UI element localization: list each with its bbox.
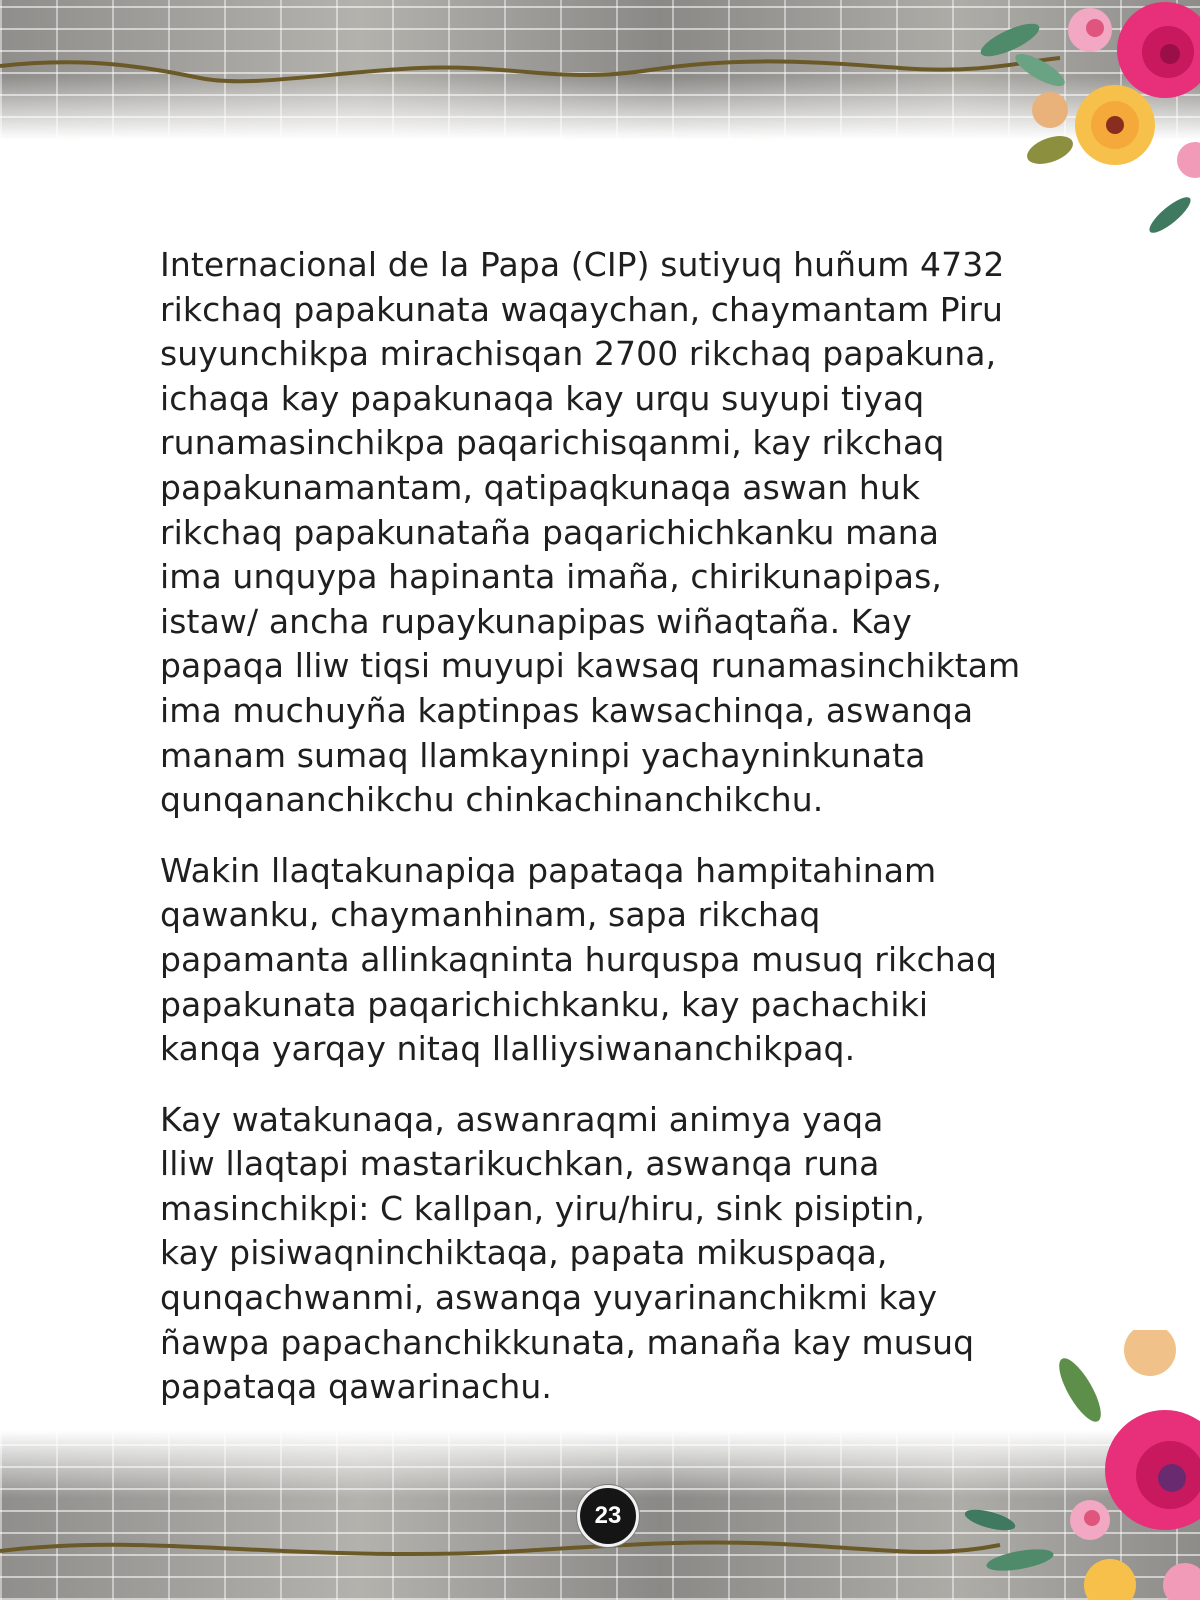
paragraph-3: Kay watakunaqa, aswanraqmi animya yaqa lliw llaqtapi mastarikuchkan, aswanqa runa masinchikpi: C kallpan, yiru/hiru, sink pisiptin, kay pisiwaqninchiktaqa, papata mikuspaqa, qunqachwanmi, aswanqa yuyarinanchikmi kay ñawpa papachanchikkunata, manaña kay musuq papataqa qawarinachu. bbox=[160, 1099, 975, 1407]
page-number-badge: 23 bbox=[577, 1485, 639, 1547]
body-text bbox=[160, 243, 1060, 1436]
flower-decoration-icon bbox=[970, 0, 1200, 240]
flower-decoration-bottom-icon bbox=[960, 1330, 1200, 1600]
paragraph-1: Internacional de la Papa (CIP) sutiyuq huñum 4732 rikchaq papakunata waqaychan, chaymantam Piru suyunchikpa mirachisqan 2700 rikchaq papakuna, ichaqa kay papakunaqa kay urqu suyupi tiyaq runamasinchikpa paqarichisqanmi, kay rikchaq papakunamantam, qatipaqkunaqa aswan huk rikchaq papakunataña paqarichichkanku mana ima unquypa hapinanta imaña, chirikunapipas, istaw/ ancha rupaykunapipas wiñaqtaña. Kay papaqa lliw tiqsi muyupi kawsaq runamasinchiktam ima muchuyña kaptinpas kawsachinqa, aswanqa manam sumaq llamkayninpi yachayninkunata qunqananchikchu chinkachinanchikchu. bbox=[160, 245, 1021, 820]
paragraph-2: Wakin llaqtakunapiqa papataqa hampitahinam qawanku, chaymanhinam, sapa rikchaq papamanta allinkaqninta hurquspa musuq rikchaq papakunata paqarichichkanku, kay pachachiki kanqa yarqay nitaq llalliysiwananchikpaq. bbox=[160, 850, 998, 1069]
